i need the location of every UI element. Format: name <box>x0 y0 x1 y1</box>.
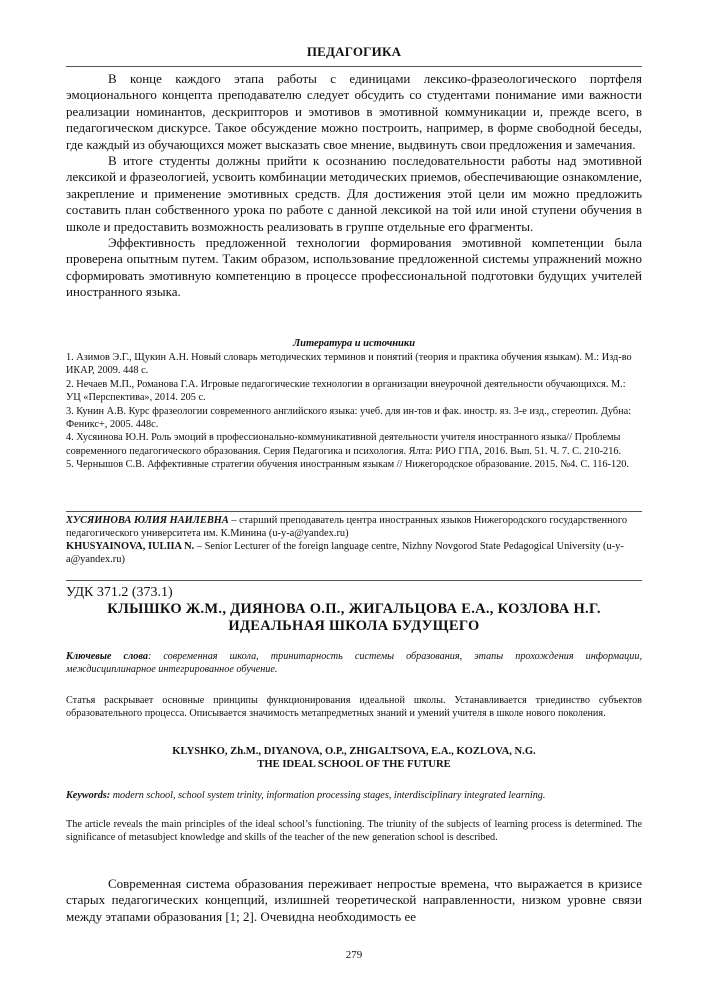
article-title-en: THE IDEAL SCHOOL OF THE FUTURE <box>257 759 451 771</box>
reference-item: 5. Чернышов С.В. Аффективные стратегии обучения иностранным языкам // Нижегородское образование. 2015. №4. С. 116-120. <box>66 459 629 471</box>
author-en-name: KHUSYAINOVA, IULIIA N. <box>66 541 195 552</box>
author-rule <box>66 511 642 512</box>
paragraph: В итоге студенты должны прийти к осознанию последовательности работы над эмотивной лексикой и фразеологией, усвоить комбинации методических приемов, обеспечивающие ознакомление, закрепление и применение эмотивных средств. Для достижения этой цели им можно предложить составить план собственного урока по работе с данной лексикой на той или иной ступени обучения в школе и предоставить возможность реализовать в группе отдельные его фрагменты. <box>66 153 642 234</box>
author-en <box>66 540 642 566</box>
references-title: Литература и источники <box>292 338 416 349</box>
keywords-ru <box>66 650 642 676</box>
journal-page <box>66 0 642 1003</box>
reference-item: 2. Нечаев М.П., Романова Г.А. Игровые педагогические технологии в организации внеурочной деятельности обучающихся. М.: УЦ «Перспектива», 2014. 205 с. <box>66 378 626 404</box>
english-header <box>66 745 642 772</box>
article-title-ru: ИДЕАЛЬНАЯ ШКОЛА БУДУЩЕГО <box>228 618 480 634</box>
authors-ru: КЛЫШКО Ж.М., ДИЯНОВА О.П., ЖИГАЛЬЦОВА Е.А., КОЗЛОВА Н.Г. <box>107 601 601 617</box>
abstract-ru-text: Статья раскрывает основные принципы функционирования идеальной школы. Устанавливается триединство субъектов образовательного процесса. Описывается значимость метапредметных знаний и умений учителя в школе нового поколения. <box>66 695 642 720</box>
paragraph: В конце каждого этапа работы с единицами лексико-фразеологического портфеля эмоционального концепта преподавателю следует обсудить со студентами понимание ими важности реализации номинантов, дескрипторов и эмотивов в эмотивной коммуникации и, прежде всего, в педагогическом дискурсе. Такое обсуждение можно построить, например, в форме свободной беседы, где каждый из обучающихся может высказать свое мнение, выдвинуть свои предложения и замечания. <box>66 71 642 152</box>
page-number: 279 <box>345 949 363 961</box>
abstract-en <box>66 818 642 844</box>
author-ru-name: ХУСЯИНОВА ЮЛИЯ НАИЛЕВНА <box>66 515 229 526</box>
header-rule <box>66 66 642 67</box>
keywords-en <box>66 789 642 802</box>
running-head: ПЕДАГОГИКА <box>306 44 402 59</box>
author-ru <box>66 514 642 540</box>
keywords-en-text: modern school, school system trinity, information processing stages, interdisciplinary integrated learning. <box>110 790 546 801</box>
authors-en: KLYSHKO, Zh.M., DIYANOVA, O.P., ZHIGALTSOVA, E.A., KOZLOVA, N.G. <box>172 746 536 757</box>
paragraph: Современная система образования переживает непростые времена, что выражается в кризисе старых педагогических концепций, излишней теоретической направленности, низком уровне связи между этапами образования [1; 2]. Очевидна необходимость ее <box>66 876 642 924</box>
keywords-ru-text: : современная школа, тринитарность системы образования, этапы прохождения информации, междисциплинарное интегрированное обучение. <box>66 651 643 676</box>
author-en-info: – Senior Lecturer of the foreign language centre, Nizhny Novgorod State Pedagogical University (u-y-a@yandex.ru) <box>66 541 624 565</box>
article-end-text <box>66 71 642 301</box>
references-section <box>66 338 642 472</box>
article-body <box>66 876 642 925</box>
abstract-ru <box>66 694 642 720</box>
new-article-header <box>66 585 642 635</box>
keywords-en-label: Keywords: <box>66 790 111 801</box>
udc-code: УДК 371.2 (373.1) <box>66 585 173 600</box>
author-ru-info: – старший преподаватель центра иностранных языков Нижегородского государственного педагогического университета им. К.Минина (u-y-a@yandex.ru) <box>66 515 628 539</box>
article-separator-rule <box>66 580 642 581</box>
author-info <box>66 514 642 566</box>
abstract-en-text: The article reveals the main principles of the ideal school’s functioning. The triunity of the subjects of learning process is determined. The significance of metasubject knowledge and skills of the teacher of the new generation school is described. <box>66 819 642 844</box>
reference-item: 3. Кунин А.В. Курс фразеологии современного английского языка: учеб. для ин-тов и фак. иностр. яз. 3-е изд., стереотип. Дубна: Феникс+, 2005. 448с. <box>66 405 632 431</box>
paragraph: Эффективность предложенной технологии формирования эмотивной компетенции была проверена опытным путем. Таким образом, использование предложенной системы упражнений можно сформировать эмотивную компетенцию в процессе профессиональной подготовки будущих учителей иностранного языка. <box>66 235 642 300</box>
keywords-ru-label: Ключевые слова <box>66 651 148 662</box>
reference-item: 4. Хусяинова Ю.Н. Роль эмоций в профессионально-коммуникативной деятельности учителя иностранного языка// Проблемы современного педагогического образования. Серия Педагогика и психология. Ялта: РИО ГПА, 2016. Вып. 51. Ч. 7. С. 210-216. <box>66 432 622 457</box>
reference-item: 1. Азимов Э.Г., Щукин А.Н. Новый словарь методических терминов и понятий (теория и практика обучения языкам). М.: Изд-во ИКАР, 2009. 448 с. <box>66 352 632 377</box>
